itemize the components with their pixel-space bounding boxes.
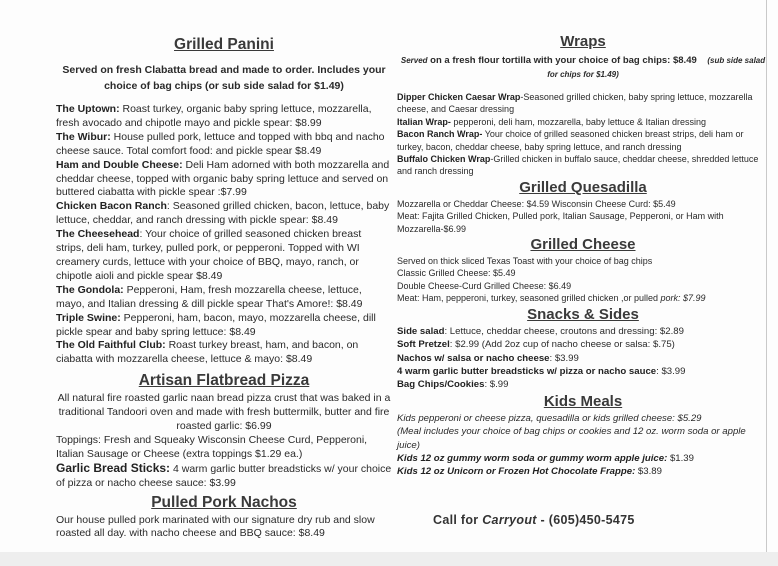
left-column [56,34,392,541]
item-description: : $2.99 (Add 2oz cup of nacho cheese or salsa: $.75) [449,339,675,351]
carryout-phone [433,513,635,527]
menu-item [397,465,769,478]
item-description: : $.99 [484,379,509,391]
item-name: 4 warm garlic butter breadsticks w/ pizza or nacho sauce [397,365,657,377]
menu-item [56,103,392,131]
section-title-snacks: Snacks & Sides [527,305,639,323]
item-name: Chicken Bacon Ranch [56,200,167,213]
item-name: Soft Pretzel [397,339,450,351]
item-description: $3.89 [635,466,662,478]
kids-line: Kids pepperoni or cheese pizza, quesadilla or kids grilled cheese: $5.29 [397,412,702,424]
call-carryout: Carryout [482,513,537,527]
item-name: Garlic Bread Sticks: [56,460,171,475]
section-title-nachos: Pulled Pork Nachos [151,493,297,511]
right-column [397,32,769,479]
item-name: The Old Faithful Club: [56,339,166,352]
panini-items [56,103,392,367]
grilled-cheese-meat: Meat: Ham, pepperoni, turkey, seasoned grilled chicken ,or pulled [397,293,661,304]
section-title-quesadilla: Grilled Quesadilla [519,178,647,196]
item-name: Triple Swine: [56,311,121,324]
item-description: pepperoni, deli ham, mozzarella, baby lettuce & Italian dressing [450,116,706,127]
flatbread-description: All natural fire roasted garlic naan bread pizza crust that was baked in a traditional Tandoori oven and made with fresh buttermilk, butter and fire roasted garlic: $6.99 [57,392,391,433]
quesadilla-line: Mozzarella or Cheddar Cheese: $4.59 Wisconsin Cheese Curd: $5.49 [397,198,676,209]
panini-subtitle: Served on fresh Clabatta bread and made to order. Includes your choice of bag chips (or sub side salad for $1.49) [62,64,386,92]
grilled-cheese-meat-price: pork: $7.99 [660,293,706,304]
grilled-cheese-line: Double Cheese-Curd Grilled Cheese: $6.49 [397,280,572,291]
menu-item [56,312,392,340]
item-description: Pepperoni, ham, bacon, mayo, mozzarella cheese, dill pickle spear and baby spring lettuce: $8.49 [56,311,376,338]
wraps-subtitle-italic: Served [400,56,428,65]
item-name: Ham and Double Cheese: [56,158,183,171]
item-name: Bag Chips/Cookies [397,379,485,391]
item-description: Pepperoni, Ham, fresh mozzarella cheese, lettuce, mayo, and Italian dressing & dill pickle spear That's Amore!: $8.49 [56,283,363,310]
item-description: $1.39 [667,452,694,464]
menu-item [397,365,769,378]
item-name: The Uptown: [56,103,120,115]
menu-item [397,128,769,153]
menu-item [56,200,392,228]
item-name: Kids 12 oz gummy worm soda or gummy worm apple juice: [397,452,668,464]
wrap-items [397,91,769,178]
menu-item [56,284,392,312]
menu-item [397,116,769,128]
menu-item [397,153,769,178]
item-description: Roast turkey breast, ham, and bacon, on ciabatta with mozzarella cheese, lettuce & mayo: $8.49 [56,339,359,366]
menu-item [56,339,392,367]
item-description: -Grilled chicken in buffalo sauce, cheddar cheese, shredded lettuce and ranch dressing [397,154,759,177]
section-title-kids: Kids Meals [543,392,623,410]
item-name: Nachos w/ salsa or nacho cheese [397,352,550,364]
grilled-cheese-line: Classic Grilled Cheese: $5.49 [397,268,516,279]
menu-item [397,91,769,116]
item-description: House pulled pork, lettuce and topped with bbq and nacho cheese sauce. Total comfort food: and pickle spear $8.49 [56,130,385,157]
item-description: Your choice of grilled seasoned chicken breast strips, deli ham or turkey, bacon, cheddar cheese, baby spring lettuce, and ranch dressing [397,129,744,152]
section-title-wraps: Wraps [560,33,606,50]
section-title-grilled-panini: Grilled Panini [174,36,274,53]
item-description: Roast turkey, organic baby spring lettuce, mozzarella, fresh avocado and chipotle mayo and pickle spear: $8.99 [56,103,372,129]
kids-line: (Meal includes your choice of bag chips or cookies and 12 oz. worm soda or apple juice) [397,426,746,451]
wraps-subtitle-text: on a fresh flour tortilla with your choice of bag chips: $8.49 [427,55,697,66]
menu-item [397,325,769,338]
quesadilla-line: Meat: Fajita Grilled Chicken, Pulled pork, Italian Sausage, Pepperoni, or Ham with Mozzarella-$6.99 [397,211,724,234]
call-prefix: Call for [433,513,483,527]
item-description: Deli Ham adorned with both mozzarella and cheddar cheese, topped with organic baby spring lettuce and served on buttered ciabatta with pickle spear :$7.99 [56,158,390,199]
menu-item [56,159,392,201]
item-description: : $3.99 [549,352,579,364]
kids-items [397,412,769,479]
item-description: : Lettuce, cheddar cheese, croutons and dressing: $2.89 [444,325,684,337]
item-name: The Wibur: [56,130,111,143]
flatbread-toppings: Toppings: Fresh and Squeaky Wisconsin Cheese Curd, Pepperoni, Italian Sausage or Cheese (extra toppings $1.29 ea.) [56,433,368,460]
menu-item [56,462,392,491]
snack-items [397,325,769,392]
item-name: Side salad [397,325,445,337]
nachos-description: Our house pulled pork marinated with our signature dry rub and slow roasted all day. with nacho cheese and BBQ sauce: $8.49 [56,513,375,540]
wraps-subtitle [397,54,769,82]
item-name: Kids 12 oz Unicorn or Frozen Hot Chocolate Frappe: [397,466,636,478]
menu-item [397,452,769,465]
item-description: -Seasoned grilled chicken, baby spring lettuce, mozzarella cheese, and Caesar dressing [397,92,753,115]
item-name: Italian Wrap- [397,116,451,127]
item-name: Buffalo Chicken Wrap [397,154,491,165]
item-name: The Gondola: [56,283,124,296]
item-name: The Cheesehead [56,228,140,241]
menu-item [397,338,769,351]
item-description: : Your choice of grilled seasoned chicken breast strips, deli ham, turkey, pulled pork, or pepperoni. Topped with WI creamery curds, lettuce with your choice of BBQ, mayo, ranch, or chipotle aioli and pickle spear $8.49 [56,228,362,282]
menu-item [56,131,392,159]
grilled-cheese-line: Served on thick sliced Texas Toast with your choice of bag chips [397,256,653,267]
item-name: Bacon Ranch Wrap- [397,129,483,140]
section-title-flatbread: Artisan Flatbread Pizza [138,372,310,390]
page-edge [0,552,778,566]
item-description: : $3.99 [656,365,686,377]
section-title-grilled-cheese: Grilled Cheese [530,236,636,254]
item-name: Dipper Chicken Caesar Wrap [397,92,521,102]
item-description: 4 warm garlic butter breadsticks w/ your choice of pizza or nacho cheese sauce: $3.99 [56,462,392,489]
grilled-cheese-line [397,292,769,304]
wraps-subtitle-note: (sub side salad for chips for $1.49) [547,56,766,79]
menu-item [56,228,392,284]
call-phone-number: - (605)450-5475 [536,513,635,527]
item-description: : Seasoned grilled chicken, bacon, lettuce, baby lettuce, cheddar, and ranch dressing with pickle spear: $8.49 [56,200,390,227]
menu-item [397,352,769,365]
kids-drinks [397,452,769,479]
menu-item [397,378,769,391]
